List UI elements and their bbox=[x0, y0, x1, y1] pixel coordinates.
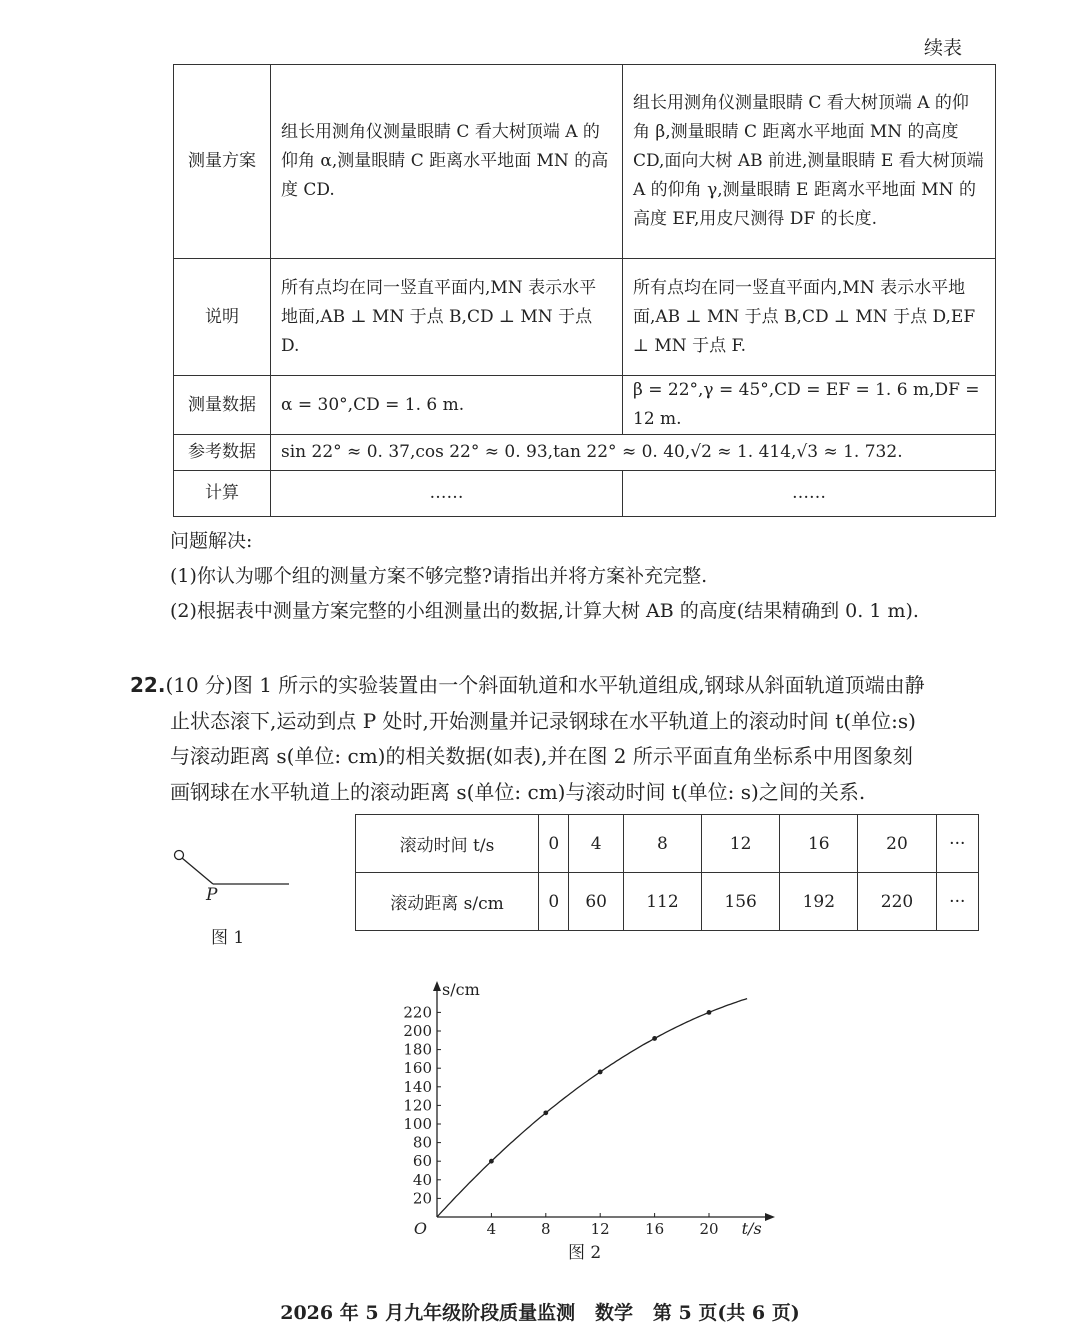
question-1: (1)你认为哪个组的测量方案不够完整?请指出并将方案补充完整. bbox=[170, 565, 708, 587]
distance-cell: 0 bbox=[539, 873, 569, 931]
series-curve bbox=[437, 999, 747, 1217]
y-tick-label: 120 bbox=[403, 1096, 432, 1115]
x-axis-label: t/s bbox=[741, 1219, 762, 1238]
time-cell: 4 bbox=[569, 815, 623, 873]
row-label: 测量方案 bbox=[174, 65, 271, 259]
distance-cell: 220 bbox=[858, 873, 936, 931]
figure1-caption: 图 1 bbox=[211, 928, 245, 948]
y-axis-label: s/cm bbox=[442, 980, 480, 999]
question-2: (2)根据表中测量方案完整的小组测量出的数据,计算大树 AB 的高度(结果精确到 0. 1 m). bbox=[170, 600, 919, 622]
table-row bbox=[174, 65, 996, 259]
row-label: 参考数据 bbox=[174, 435, 271, 471]
x-tick-label: 4 bbox=[486, 1220, 497, 1238]
group1-note: 所有点均在同一竖直平面内,MN 表示水平地面,AB ⊥ MN 于点 B,CD ⊥ MN 于点 D. bbox=[271, 259, 623, 376]
y-tick-label: 100 bbox=[403, 1115, 432, 1133]
group1-calc: …… bbox=[271, 471, 623, 517]
time-row-label: 滚动时间 t/s bbox=[356, 815, 539, 873]
question-text-line: (10 分)图 1 所示的实验装置由一个斜面轨道和水平轨道组成,钢球从斜面轨道顶端由静 bbox=[165, 673, 925, 697]
time-cell: 12 bbox=[702, 815, 780, 873]
y-tick-label: 180 bbox=[403, 1040, 432, 1059]
figure2-chart bbox=[380, 975, 800, 1240]
page-footer: 2026 年 5 月九年级阶段质量监测 数学 第 5 页(共 6 页) bbox=[280, 1302, 800, 1324]
y-tick-label: 80 bbox=[412, 1133, 432, 1152]
group2-note: 所有点均在同一竖直平面内,MN 表示水平地面,AB ⊥ MN 于点 B,CD ⊥ MN 于点 D,EF ⊥ MN 于点 F. bbox=[623, 259, 996, 376]
y-tick-label: 20 bbox=[412, 1189, 432, 1208]
figure2-caption: 图 2 bbox=[568, 1243, 602, 1263]
continuation-label: 续表 bbox=[923, 37, 962, 59]
measurement-table bbox=[173, 64, 996, 517]
y-tick-label: 160 bbox=[403, 1059, 432, 1078]
y-axis-arrow-icon bbox=[433, 981, 441, 991]
question-text-line: 与滚动距离 s(单位: cm)的相关数据(如表),并在图 2 所示平面直角坐标系中用图象刻 bbox=[170, 744, 913, 768]
question-text-line: 止状态滚下,运动到点 P 处时,开始测量并记录钢球在水平轨道上的滚动时间 t(单位:s) bbox=[170, 708, 916, 733]
group1-data: α = 30°,CD = 1. 6 m. bbox=[271, 376, 623, 435]
y-tick-label: 60 bbox=[412, 1152, 432, 1171]
time-cell: 20 bbox=[858, 815, 936, 873]
figure1-apparatus bbox=[165, 840, 305, 910]
row-label: 测量数据 bbox=[174, 376, 271, 435]
data-point bbox=[707, 1010, 712, 1015]
table-row bbox=[174, 435, 996, 471]
data-table bbox=[355, 814, 979, 931]
group1-plan: 组长用测角仪测量眼睛 C 看大树顶端 A 的仰角 α,测量眼睛 C 距离水平地面 MN 的高度 CD. bbox=[271, 65, 623, 259]
question-number: 22. bbox=[130, 673, 166, 697]
time-cell: 16 bbox=[780, 815, 858, 873]
time-cell: ··· bbox=[936, 815, 978, 873]
problem-solving-title: 问题解决: bbox=[170, 530, 253, 552]
distance-cell: 112 bbox=[623, 873, 701, 931]
group2-plan: 组长用测角仪测量眼睛 C 看大树顶端 A 的仰角 β,测量眼睛 C 距离水平地面 MN 的高度 CD,面向大树 AB 前进,测量眼睛 E 看大树顶端 A 的仰角 γ,测量眼睛 E 距离水平地面 MN 的高度 EF,用皮尺测得 DF 的长度. bbox=[623, 65, 996, 259]
y-tick-label: 40 bbox=[412, 1170, 432, 1189]
question-text-line: 画钢球在水平轨道上的滚动距离 s(单位: cm)与滚动时间 t(单位: s)之间的关系. bbox=[170, 779, 866, 804]
data-point bbox=[652, 1036, 657, 1041]
row-label: 说明 bbox=[174, 259, 271, 376]
table-row bbox=[174, 471, 996, 517]
time-cell: 0 bbox=[539, 815, 569, 873]
reference-data: sin 22° ≈ 0. 37,cos 22° ≈ 0. 93,tan 22° ≈ 0. 40,√2 ≈ 1. 414,√3 ≈ 1. 732. bbox=[271, 435, 996, 471]
group2-calc: …… bbox=[623, 471, 996, 517]
point-p-label: P bbox=[206, 885, 218, 905]
distance-cell: 60 bbox=[569, 873, 623, 931]
question-22 bbox=[130, 668, 1010, 810]
row-label: 计算 bbox=[174, 471, 271, 517]
table-row bbox=[356, 873, 979, 931]
table-row bbox=[174, 259, 996, 376]
x-tick-label: 20 bbox=[699, 1220, 719, 1238]
data-point bbox=[489, 1159, 494, 1164]
data-point bbox=[543, 1110, 548, 1115]
x-tick-label: 16 bbox=[645, 1220, 665, 1238]
x-tick-label: 8 bbox=[541, 1220, 551, 1238]
x-axis-arrow-icon bbox=[765, 1213, 775, 1221]
y-tick-label: 220 bbox=[403, 1003, 432, 1022]
y-tick-label: 200 bbox=[403, 1022, 432, 1040]
distance-cell: 192 bbox=[780, 873, 858, 931]
group2-data: β = 22°,γ = 45°,CD = EF = 1. 6 m,DF = 12 m. bbox=[623, 376, 996, 435]
y-tick-label: 140 bbox=[403, 1077, 432, 1096]
distance-row-label: 滚动距离 s/cm bbox=[356, 873, 539, 931]
table-row bbox=[174, 376, 996, 435]
x-tick-label: 12 bbox=[590, 1220, 610, 1238]
origin-label: O bbox=[413, 1219, 427, 1238]
distance-cell: ··· bbox=[936, 873, 978, 931]
distance-cell: 156 bbox=[702, 873, 780, 931]
slope-track bbox=[182, 858, 213, 884]
time-cell: 8 bbox=[623, 815, 701, 873]
table-row bbox=[356, 815, 979, 873]
data-point bbox=[598, 1070, 603, 1075]
